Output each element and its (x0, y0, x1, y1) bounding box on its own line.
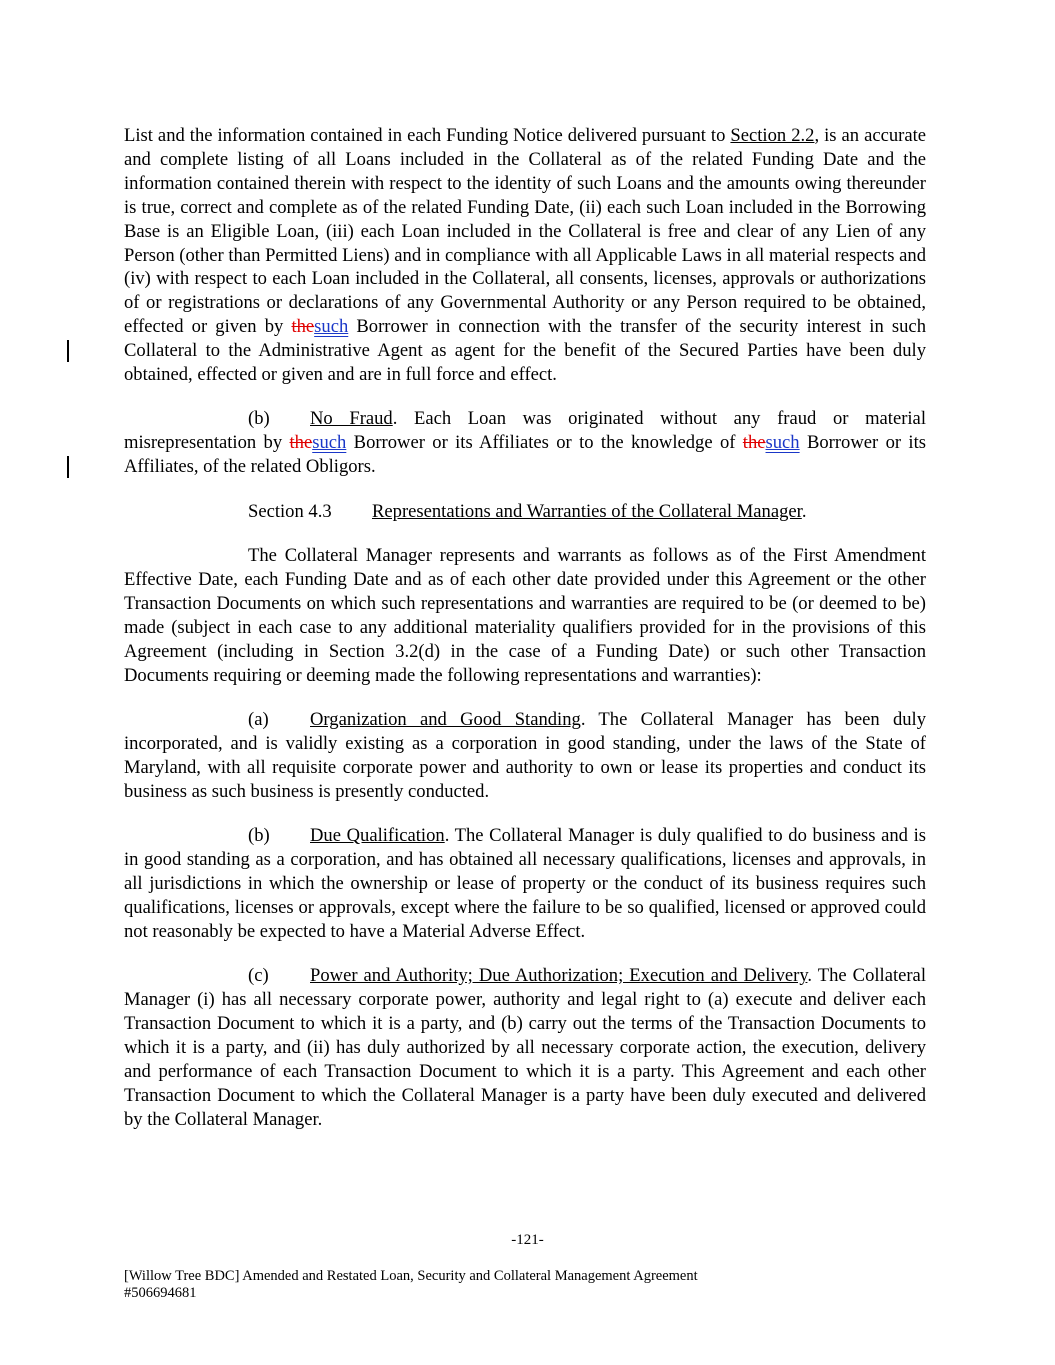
document-body (124, 124, 926, 1132)
clause-label: (b) (248, 408, 270, 430)
inserted-text: such (312, 432, 347, 454)
footer-doc-id: #506694681 (124, 1285, 197, 1301)
section-heading: Section 4.3 Representations and Warranties of the Collateral Manager. (248, 500, 807, 522)
clause-due-qualification: (b) Due Qualification. The Collateral Manager is duly qualified to do business and is in good standing as a corporation, and has obtained all necessary qualifications, licenses and approvals, in all jurisdictions in which the ownership or lease of property or the conduct of its business requires such qualifications, licenses or approvals, except where the failure to be so qualified, licensed or approved could not reasonably be expected to have a Material Adverse Effect. (124, 825, 926, 942)
inserted-text: such (314, 316, 349, 338)
page-number: -121- (511, 1232, 544, 1248)
deleted-text: the (291, 316, 315, 338)
clause-heading: Due Qualification (310, 825, 445, 847)
clause-label: (c) (248, 965, 269, 987)
footer-title: [Willow Tree BDC] Amended and Restated Loan, Security and Collateral Management Agreement (124, 1268, 698, 1284)
change-bar (67, 340, 69, 362)
paragraph-continuation: List and the information contained in each Funding Notice delivered pursuant to Section 2.2, is an accurate and complete listing of all Loans included in the Collateral as of the related Funding Date and the information contained therein with respect to the identity of such Loans and the amounts owing thereunder is true, correct and complete as of the related Funding Date, (ii) each such Loan included in the Borrowing Base is an Eligible Loan, (iii) each Loan included in the Collateral is free and clear of any Lien of any Person (other than Permitted Liens) and in compliance with all Applicable Laws in all material respects and (iv) with respect to each Loan included in the Collateral, all consents, licenses, approvals or authorizations of or registrations or declarations of any Governmental Authority or any Person required to be obtained, effected or given by thesuch Borrower in connection with the transfer of the security interest in such Collateral to the Administrative Agent as agent for the benefit of the Secured Parties have been duly obtained, effected or given and are in full force and effect. (124, 125, 927, 386)
clause-label: (b) (248, 825, 270, 847)
change-bar (67, 456, 69, 478)
deleted-text: the (742, 432, 766, 454)
clause-heading: Power and Authority; Due Authorization; Execution and Delivery (310, 965, 808, 987)
clause-power-authority: (c) Power and Authority; Due Authorization; Execution and Delivery. The Collateral Manager (i) has all necessary corporate power, authority and legal right to (a) execute and deliver each Transaction Document to which it is a party, and (b) carry out the terms of the Transaction Documents to which it is a party, and (ii) has duly authorized by all necessary corporate action, the execution, delivery and performance of each Transaction Document to which it is a party. This Agreement and each other Transaction Document to which the Collateral Manager is a party have been duly executed and delivered by the Collateral Manager. (124, 965, 926, 1130)
section-number: Section 4.3 (248, 500, 332, 522)
section-intro-paragraph: The Collateral Manager represents and warrants as follows as of the First Amendment Effective Date, each Funding Date and as of each other date provided under this Agreement or the other Transaction Documents on which such representations and warranties are required to be (or deemed to be) made (subject in each case to any additional materiality qualifiers provided for in the provisions of this Agreement (including in Section 3.2(d) in the case of a Funding Date) or such other Transaction Documents requiring or deeming made the following representations and warranties): (124, 545, 926, 686)
section-title: Representations and Warranties of the Collateral Manager (372, 500, 802, 522)
document-footer (124, 1268, 698, 1302)
inserted-text: such (765, 432, 800, 454)
clause-label: (a) (248, 709, 269, 731)
clause-organization: (a) Organization and Good Standing. The Collateral Manager has been duly incorporated, and is validly existing as a corporation in good standing, under the laws of the State of Maryland, with all requisite corporate power and authority to own or lease its properties and conduct its business as such business is presently conducted. (124, 709, 926, 802)
section-reference-link[interactable]: Section 2.2 (730, 125, 815, 146)
deleted-text: the (289, 432, 313, 454)
clause-heading: No Fraud (310, 408, 393, 430)
clause-heading: Organization and Good Standing (310, 709, 581, 731)
clause-no-fraud: (b) No Fraud. Each Loan was originated without any fraud or material misrepresentation by thesuch Borrower or its Affiliates or to the knowledge of thesuch Borrower or its Affiliates, of the related Obligors. (124, 408, 926, 478)
